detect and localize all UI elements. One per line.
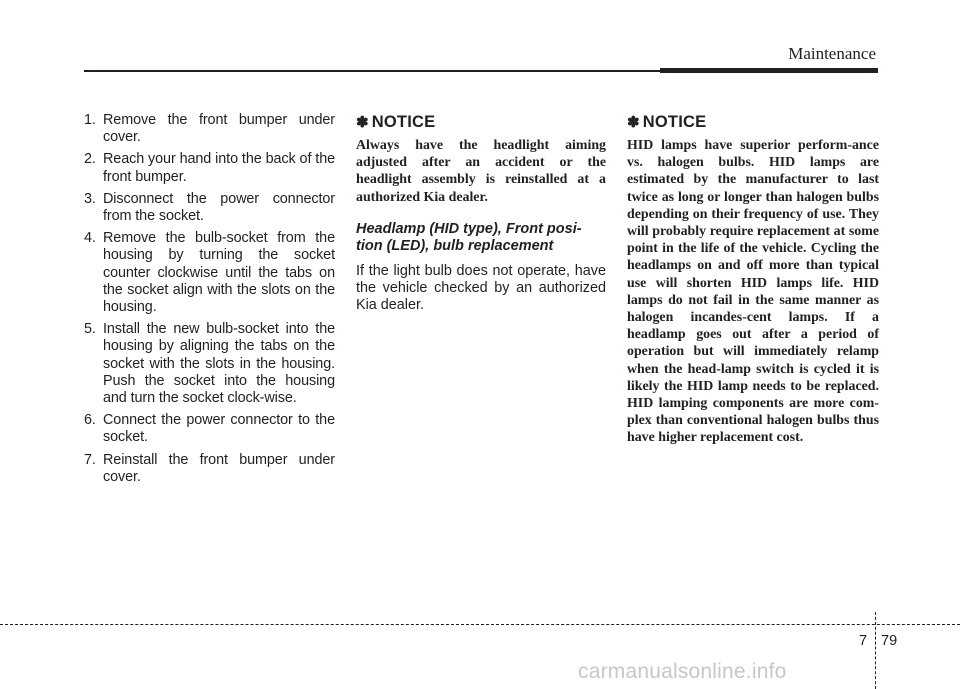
step-number: 3.: [84, 190, 96, 207]
notice-body: Always have the headlight aiming adjusted after an accident or the headlight assembly is reinstalled at a authorized Kia dealer.: [356, 138, 606, 205]
notice-heading: [356, 112, 606, 133]
replacement-steps-list: [84, 112, 335, 486]
step-text: Disconnect the power connector from the socket.: [103, 190, 335, 225]
step-number: 1.: [84, 112, 96, 128]
notice-title: NOTICE: [371, 113, 436, 131]
header-rule-accent: [660, 68, 878, 73]
notice-star-icon: ✽: [627, 114, 640, 131]
section-body: If the light bulb does not operate, have the vehicle checked by an authorized Kia dealer.: [356, 262, 606, 314]
steps-column: [84, 112, 335, 491]
list-item: [84, 412, 335, 446]
section-title: Maintenance: [788, 44, 876, 63]
right-column: [627, 112, 879, 447]
step-text: Remove the bulb-socket from the housing by turning the socket counter clockwise until the tabs on the socket align with the slots on the housing.: [103, 230, 335, 316]
step-text: Install the new bulb-socket into the housing by aligning the tabs on the socket with the slots in the housing. Push the socket into the housing and turn the socket clock-wise.: [103, 321, 335, 407]
notice-body: HID lamps have superior perform-ance vs. halogen bulbs. HID lamps are estimated by the manufacturer to last twice as long or longer than halogen bulbs depending on their frequency of use. They will probably require replacement at some point in the life of the vehicle. Cycling the headlamps on and off more than typical use will shorten HID lamps life. HID lamps do not fail in the same manner as halogen incandes-cent lamps. If a headlamp goes out after a period of operation but will immediately relamp when the head-lamp switch is cycled it is likely the HID lamp needs to be replaced. HID lamping components are more com-plex than conventional halogen bulbs thus have higher replacement cost.: [627, 138, 879, 446]
step-number: 6.: [84, 412, 96, 429]
step-number: 4.: [84, 230, 96, 247]
chapter-number: 7: [859, 633, 868, 649]
list-item: [84, 151, 335, 185]
middle-column: [356, 112, 606, 314]
notice-title: NOTICE: [642, 113, 707, 131]
notice-star-icon: ✽: [356, 114, 369, 131]
step-number: 5.: [84, 321, 96, 338]
footer-divider: [875, 612, 876, 689]
header-rule: [84, 70, 660, 72]
step-number: 7.: [84, 451, 96, 468]
step-text: Reach your hand into the back of the front bumper.: [103, 151, 335, 185]
list-item: [84, 321, 335, 407]
list-item: [84, 452, 335, 486]
list-item: [84, 191, 335, 225]
step-text: Reinstall the front bumper under cover.: [103, 451, 335, 485]
step-text: Connect the power connector to the socket.: [103, 412, 335, 446]
watermark: carmanualsonline.info: [578, 660, 787, 683]
section-heading: Headlamp (HID type), Front posi-tion (LED), bulb replacement: [356, 220, 582, 255]
notice-heading: [627, 112, 879, 133]
list-item: [84, 230, 335, 316]
footer-rule: [0, 624, 960, 625]
page-number: 79: [881, 633, 898, 649]
step-text: Remove the front bumper under cover.: [103, 112, 335, 146]
list-item: [84, 112, 335, 146]
step-number: 2.: [84, 151, 96, 168]
